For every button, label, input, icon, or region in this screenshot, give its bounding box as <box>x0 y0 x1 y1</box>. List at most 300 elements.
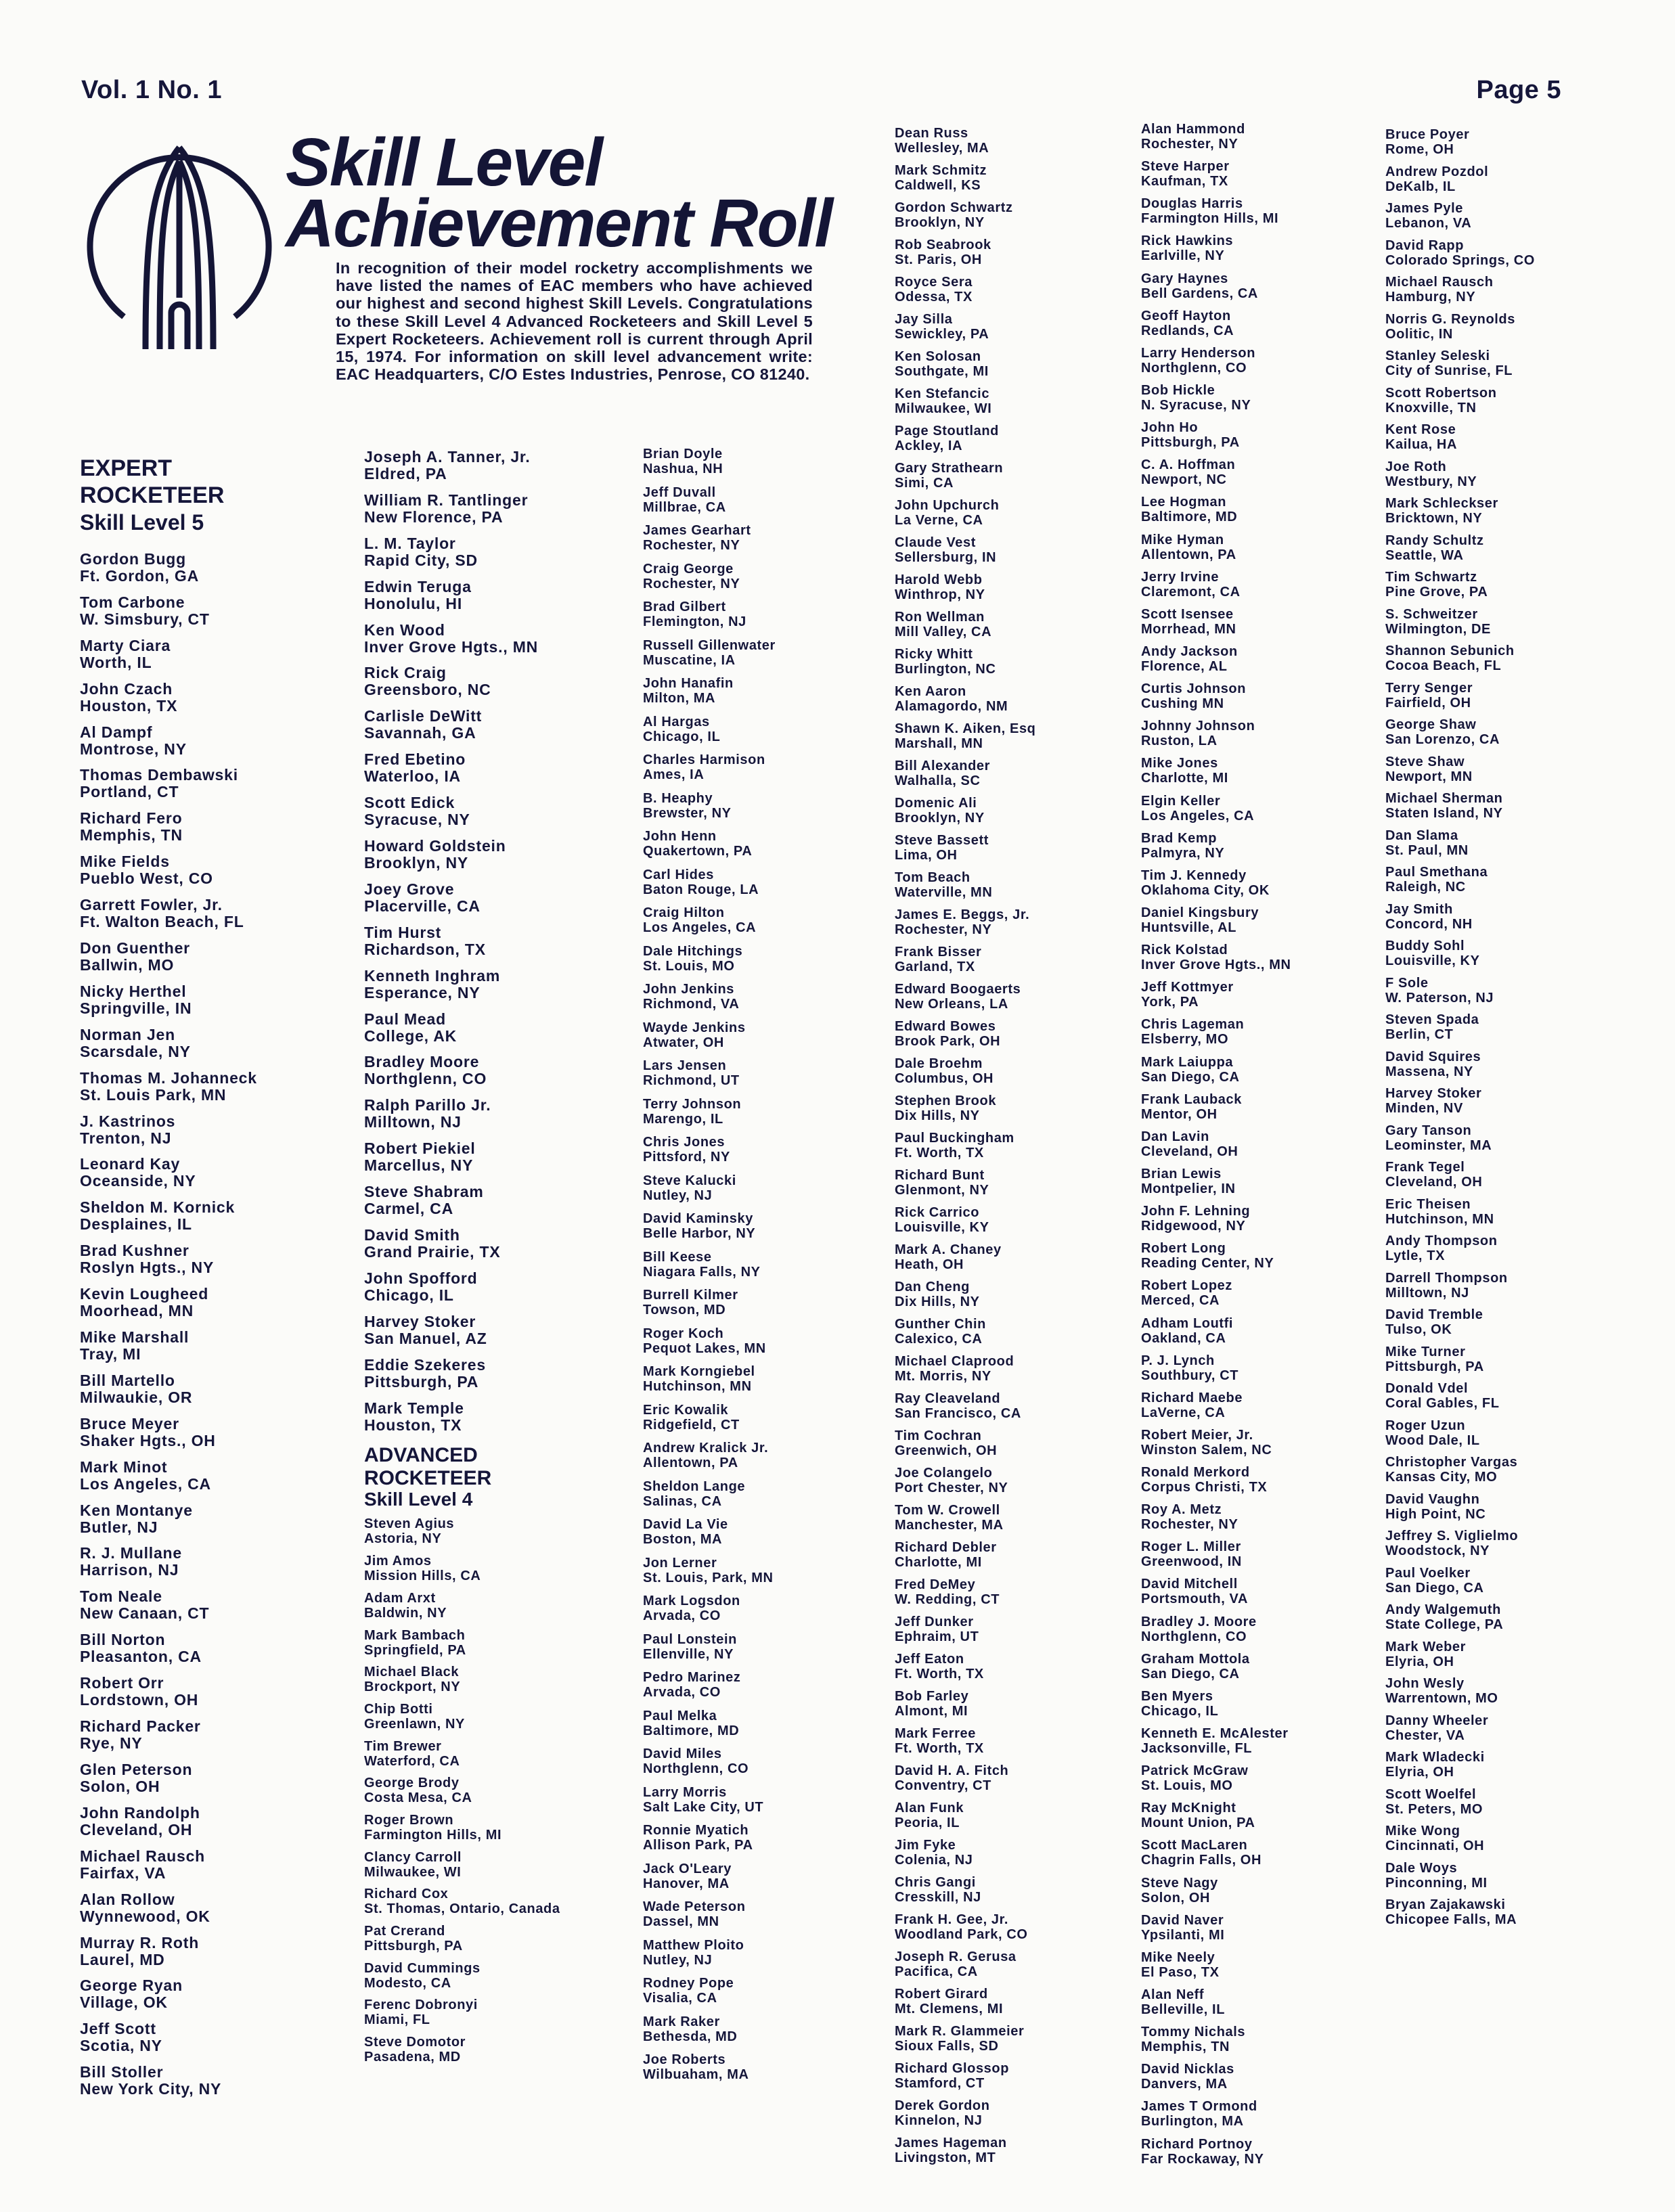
member-location: Greensboro, NC <box>364 681 491 699</box>
member-entry <box>364 492 635 535</box>
member-entry <box>364 1591 635 1628</box>
member-entry <box>643 1976 907 2014</box>
member-location: Port Chester, NY <box>895 1481 1008 1495</box>
member-name: Bill Keese <box>643 1249 712 1265</box>
member-location: Calexico, CA <box>895 1332 983 1347</box>
member-entry <box>643 1097 907 1135</box>
member-entry <box>895 647 1138 684</box>
member-name: Joe Roberts <box>643 2052 726 2067</box>
member-location: Placerville, CA <box>364 897 481 915</box>
member-location: Trenton, NJ <box>80 1129 172 1147</box>
member-name: Andy Thompson <box>1385 1234 1498 1248</box>
member-entry <box>80 810 351 853</box>
member-entry <box>895 1540 1138 1577</box>
advanced-heading-line-2: ROCKETEER <box>364 1467 492 1490</box>
member-entry <box>1385 1750 1643 1787</box>
member-location: Arvada, CO <box>643 1608 721 1623</box>
member-location: Baltimore, MD <box>643 1723 740 1738</box>
member-name: Ricky Whitt <box>895 647 973 662</box>
member-name: Bradley Moore <box>364 1053 480 1071</box>
member-entry <box>895 759 1138 796</box>
member-location: Bricktown, NY <box>1385 511 1483 526</box>
member-entry <box>643 562 907 600</box>
member-name: Al Dampf <box>80 723 153 741</box>
title-line-2: Achievement Roll <box>286 185 832 261</box>
member-name: Joe Colangelo <box>895 1466 993 1481</box>
member-entry <box>364 1776 635 1813</box>
member-entry <box>895 796 1138 833</box>
member-entry <box>1141 1204 1371 1241</box>
member-location: Allison Park, PA <box>643 1838 753 1853</box>
member-entry <box>1385 902 1643 939</box>
member-name: Page Stoutland <box>895 424 999 438</box>
member-location: Burlington, NC <box>895 662 996 677</box>
member-location: Modesto, CA <box>364 1975 451 1991</box>
member-name: Ferenc Dobronyi <box>364 1997 478 2013</box>
member-entry <box>364 1227 635 1270</box>
member-location: Ft. Worth, TX <box>895 1667 984 1681</box>
member-name: Charles Harmison <box>643 752 765 767</box>
member-entry <box>80 1935 351 1978</box>
member-location: Pittsburgh, PA <box>364 1939 463 1954</box>
member-location: Northglenn, CO <box>643 1761 749 1776</box>
member-entry <box>364 449 635 492</box>
member-location: Pittsburgh, PA <box>1385 1359 1484 1374</box>
member-name: F Sole <box>1385 975 1429 991</box>
member-location: New Canaan, CT <box>80 1604 210 1623</box>
member-location: Burlington, MA <box>1141 2114 1244 2129</box>
member-name: Michael Claprood <box>895 1354 1014 1369</box>
member-location: Salinas, CA <box>643 1493 722 1509</box>
member-name: Adam Arxt <box>364 1590 436 1606</box>
member-entry <box>1141 457 1371 495</box>
member-location: Bethesda, MD <box>643 2029 738 2044</box>
member-location: Mill Valley, CA <box>895 625 992 639</box>
member-name: Dan Lavin <box>1141 1129 1209 1144</box>
member-name: Adham Loutfi <box>1141 1315 1234 1331</box>
member-name: Jeff Kottmyer <box>1141 980 1234 995</box>
member-location: Florence, AL <box>1141 658 1228 674</box>
member-entry <box>364 622 635 665</box>
member-location: Corpus Christi, TX <box>1141 1480 1268 1495</box>
page-title <box>286 125 868 261</box>
member-location: Baldwin, NY <box>364 1605 447 1621</box>
member-entry <box>1385 127 1643 164</box>
member-location: Staten Island, NY <box>1385 806 1503 821</box>
member-entry <box>895 1763 1138 1801</box>
member-name: Scott MacLaren <box>1141 1838 1248 1853</box>
member-entry <box>1385 275 1643 312</box>
member-name: Stephen Brook <box>895 1093 997 1108</box>
member-location: Rome, OH <box>1385 142 1454 157</box>
member-entry <box>895 610 1138 647</box>
member-location: Pleasanton, CA <box>80 1648 202 1666</box>
member-location: Nashua, NH <box>643 461 723 476</box>
member-entry <box>643 1632 907 1671</box>
member-location: Warrentown, MO <box>1385 1691 1498 1706</box>
member-location: Richardson, TX <box>364 940 486 958</box>
member-name: Bruce Poyer <box>1385 127 1470 142</box>
member-name: David Rapp <box>1385 238 1465 253</box>
member-location: Columbus, OH <box>895 1071 994 1086</box>
member-location: Carmel, CA <box>364 1200 453 1218</box>
member-entry <box>895 349 1138 386</box>
member-entry <box>895 870 1138 907</box>
member-entry <box>364 1054 635 1097</box>
member-name: Donald Vdel <box>1385 1381 1469 1396</box>
advanced-column-1 <box>643 447 907 2091</box>
member-location: Sioux Falls, SD <box>895 2039 999 2054</box>
member-name: Chris Lageman <box>1141 1017 1245 1033</box>
member-location: Odessa, TX <box>895 290 973 304</box>
member-entry <box>1141 1278 1371 1315</box>
member-entry <box>1385 1160 1643 1197</box>
member-location: Scotia, NY <box>80 2037 162 2055</box>
member-location: Kailua, HA <box>1385 437 1458 452</box>
member-entry <box>1385 1086 1643 1123</box>
member-entry <box>80 1761 351 1805</box>
member-name: Paul Buckingham <box>895 1131 1014 1146</box>
member-entry <box>895 721 1138 759</box>
member-name: Andy Walgemuth <box>1385 1602 1501 1617</box>
member-name: Ken Stefancic <box>895 386 990 401</box>
member-location: San Diego, CA <box>1385 1580 1484 1596</box>
member-entry <box>643 2014 907 2053</box>
member-name: Mark Bambach <box>364 1627 466 1643</box>
member-name: Garrett Fowler, Jr. <box>80 896 223 914</box>
member-entry <box>80 1502 351 1545</box>
member-name: Douglas Harris <box>1141 196 1243 212</box>
member-entry <box>1141 196 1371 233</box>
member-entry <box>1141 794 1371 831</box>
member-entry <box>1385 1602 1643 1640</box>
member-location: W. Paterson, NJ <box>1385 990 1494 1006</box>
member-location: Nutley, NJ <box>643 1188 713 1203</box>
advanced-column-3 <box>1141 122 1371 2174</box>
member-entry <box>80 1588 351 1631</box>
member-entry <box>1141 533 1371 570</box>
member-name: Dale Hitchings <box>643 943 743 959</box>
member-location: Kaufman, TX <box>1141 174 1228 189</box>
member-name: Bradley J. Moore <box>1141 1614 1257 1629</box>
member-entry <box>364 1140 635 1183</box>
member-name: Eric Theisen <box>1385 1196 1471 1212</box>
member-entry <box>80 1675 351 1718</box>
member-location: Fairfield, OH <box>1385 695 1471 710</box>
member-name: Don Guenther <box>80 939 190 957</box>
member-location: Merced, CA <box>1141 1293 1220 1309</box>
member-location: Memphis, TN <box>80 826 183 844</box>
member-location: Savannah, GA <box>364 724 476 742</box>
expert-column <box>80 455 351 2107</box>
member-name: Russell Gillenwater <box>643 637 776 653</box>
member-name: Joe Roth <box>1385 459 1447 474</box>
member-entry <box>895 1428 1138 1466</box>
member-name: Wade Peterson <box>643 1899 746 1914</box>
member-name: Danny Wheeler <box>1385 1713 1489 1728</box>
member-name: Brad Kemp <box>1141 830 1218 846</box>
member-location: Greenwich, OH <box>895 1443 998 1458</box>
member-name: Dale Woys <box>1385 1860 1458 1876</box>
member-location: Grand Prairie, TX <box>364 1243 501 1261</box>
member-name: David Squires <box>1385 1049 1481 1064</box>
member-name: Tim Brewer <box>364 1738 442 1754</box>
member-name: Dan Slama <box>1385 828 1458 843</box>
member-name: Alan Rollow <box>80 1890 175 1908</box>
member-name: Craig Hilton <box>643 905 725 920</box>
member-name: Jeff Scott <box>80 2020 156 2038</box>
member-entry <box>1385 422 1643 459</box>
member-entry <box>1141 1017 1371 1054</box>
member-name: Scott Isensee <box>1141 606 1234 622</box>
member-name: Al Hargas <box>643 714 710 729</box>
member-entry <box>1141 905 1371 943</box>
member-location: Belle Harbor, NY <box>643 1226 756 1241</box>
member-location: Syracuse, NY <box>364 811 470 829</box>
member-location: Millbrae, CA <box>643 499 726 515</box>
member-name: Mike Neely <box>1141 1949 1215 1965</box>
member-entry <box>1385 1713 1643 1751</box>
member-name: Carl Hides <box>643 867 714 882</box>
member-name: Christopher Vargas <box>1385 1455 1518 1470</box>
member-entry <box>1385 533 1643 570</box>
member-name: Richard Portnoy <box>1141 2136 1253 2152</box>
member-entry <box>80 2021 351 2064</box>
member-entry <box>1141 1241 1371 1278</box>
member-entry <box>1141 1391 1371 1428</box>
member-entry <box>1385 1824 1643 1861</box>
member-location: Brewster, NY <box>643 805 732 821</box>
member-entry <box>1385 1455 1643 1492</box>
member-name: Royce Sera <box>895 275 973 290</box>
member-location: Bell Gardens, CA <box>1141 286 1258 301</box>
member-entry <box>1385 1197 1643 1234</box>
member-name: William R. Tantlinger <box>364 491 529 509</box>
member-entry <box>643 829 907 867</box>
member-name: Fred Ebetino <box>364 750 466 769</box>
member-entry <box>895 2061 1138 2098</box>
member-location: Boston, MA <box>643 1532 723 1547</box>
member-location: Garland, TX <box>895 960 975 974</box>
member-name: George Shaw <box>1385 717 1477 732</box>
member-entry <box>643 676 907 715</box>
member-name: Graham Mottola <box>1141 1651 1250 1667</box>
member-name: Paul Smethana <box>1385 865 1488 880</box>
member-location: Wood Dale, IL <box>1385 1432 1480 1448</box>
member-entry <box>1385 717 1643 754</box>
member-entry <box>643 2052 907 2091</box>
member-location: Ackley, IA <box>895 438 963 453</box>
member-entry <box>643 1020 907 1059</box>
member-name: Terry Senger <box>1385 680 1473 696</box>
member-location: Raleigh, NC <box>1385 880 1466 895</box>
member-entry <box>895 163 1138 200</box>
member-name: Jay Smith <box>1385 901 1453 917</box>
member-entry <box>1385 681 1643 718</box>
member-location: Atwater, OH <box>643 1035 724 1050</box>
member-entry <box>364 1313 635 1357</box>
member-name: Larry Morris <box>643 1784 727 1800</box>
member-entry <box>643 1594 907 1632</box>
member-location: Conventry, CT <box>895 1778 991 1793</box>
member-name: Thomas M. Johanneck <box>80 1068 257 1087</box>
member-location: Honolulu, HI <box>364 594 463 612</box>
member-entry <box>80 1199 351 1242</box>
expert-heading-line-2: ROCKETEER <box>80 482 225 508</box>
member-entry <box>1385 238 1643 275</box>
member-entry <box>1385 201 1643 238</box>
member-entry <box>80 897 351 940</box>
advanced-column-4 <box>1385 127 1643 1935</box>
member-name: Steve Bassett <box>895 833 989 848</box>
member-name: George Ryan <box>80 1977 183 1995</box>
member-entry <box>80 1459 351 1502</box>
member-location: Niagara Falls, NY <box>643 1264 761 1280</box>
member-location: Almont, MI <box>895 1704 968 1719</box>
member-location: W. Redding, CT <box>895 1592 1000 1607</box>
member-name: Daniel Kingsbury <box>1141 905 1259 920</box>
member-entry <box>895 1466 1138 1503</box>
member-name: David Vaughn <box>1385 1491 1480 1507</box>
member-location: Baton Rouge, LA <box>643 882 759 897</box>
member-location: Shaker Hgts., OH <box>80 1431 216 1449</box>
member-location: Colorado Springs, CO <box>1385 252 1535 268</box>
member-name: Glen Peterson <box>80 1760 193 1778</box>
member-entry <box>1385 1640 1643 1677</box>
member-location: Elsberry, MO <box>1141 1032 1229 1047</box>
member-entry <box>1141 1353 1371 1391</box>
member-name: Geoff Hayton <box>1141 308 1231 323</box>
member-entry <box>80 681 351 724</box>
member-location: Reading Center, NY <box>1141 1256 1274 1271</box>
member-location: W. Simsbury, CT <box>80 610 210 628</box>
member-name: Michael Rausch <box>1385 275 1494 290</box>
member-name: David Miles <box>643 1746 722 1761</box>
member-entry <box>895 200 1138 238</box>
member-location: Muscatine, IA <box>643 652 736 668</box>
member-entry <box>364 924 635 968</box>
member-name: Paul Lonstein <box>643 1631 737 1647</box>
member-location: College, AK <box>364 1026 457 1045</box>
member-entry <box>895 1726 1138 1763</box>
member-entry <box>80 767 351 810</box>
member-name: Sheldon M. Kornick <box>80 1198 236 1217</box>
member-name: Steven Agius <box>364 1516 455 1532</box>
member-location: Ellenville, NY <box>643 1646 734 1662</box>
member-entry <box>1385 1381 1643 1418</box>
member-entry <box>1141 1502 1371 1539</box>
member-entry <box>364 1011 635 1054</box>
member-location: Dix Hills, NY <box>895 1294 980 1309</box>
member-entry <box>364 1739 635 1776</box>
page-number: Page 5 <box>1476 76 1561 104</box>
member-name: S. Schweitzer <box>1385 606 1478 622</box>
member-name: David La Vie <box>643 1517 728 1532</box>
member-entry <box>1141 233 1371 271</box>
member-entry <box>895 1131 1138 1168</box>
member-location: Woodstock, NY <box>1385 1543 1490 1558</box>
member-name: Andy Jackson <box>1141 644 1238 659</box>
member-entry <box>643 1823 907 1861</box>
member-location: Brooklyn, NY <box>895 811 985 826</box>
member-name: Ben Myers <box>1141 1688 1213 1704</box>
member-name: Shannon Sebunich <box>1385 644 1515 658</box>
member-entry <box>364 1628 635 1665</box>
member-location: Oolitic, IN <box>1385 326 1453 342</box>
member-entry <box>1141 1801 1371 1838</box>
volume-number: Vol. 1 No. 1 <box>81 76 223 104</box>
member-location: Milwaukie, OR <box>80 1388 193 1406</box>
member-location: Alamagordo, NM <box>895 699 1008 714</box>
member-name: Scott Robertson <box>1385 385 1497 401</box>
member-location: Louisville, KY <box>1385 953 1480 968</box>
member-entry <box>1385 312 1643 349</box>
member-location: Waterville, MN <box>895 885 993 900</box>
member-entry <box>364 1097 635 1140</box>
member-entry <box>895 1242 1138 1280</box>
member-entry <box>364 1997 635 2035</box>
member-name: Johnny Johnson <box>1141 719 1255 734</box>
member-entry <box>643 1709 907 1747</box>
member-entry <box>895 833 1138 870</box>
member-entry <box>80 1718 351 1761</box>
member-name: Bill Norton <box>80 1631 166 1649</box>
member-location: Ballwin, MO <box>80 956 175 974</box>
member-location: Miami, FL <box>364 2012 430 2028</box>
member-location: Lytle, TX <box>1385 1248 1446 1263</box>
member-location: Ft. Gordon, GA <box>80 567 200 585</box>
member-location: Montpelier, IN <box>1141 1181 1236 1196</box>
member-entry <box>1141 644 1371 681</box>
member-entry <box>895 684 1138 721</box>
member-location: Butler, NJ <box>80 1518 158 1536</box>
member-entry <box>895 2136 1138 2173</box>
intro-paragraph: In recognition of their model rocketry accomplishments we have listed the names of EAC members who have achieved our highest and second highest Skill Levels. Congratulations to these Skill Level 4 Advanced Rocketeers and Skill Level 5 Expert Rocketeers. Achievement roll is current through April 15, 1974. For information on skill level advancement write: EAC Headquarters, C/O Estes Industries, Penrose, CO 81240. <box>336 259 813 384</box>
advanced-heading-line-1: ADVANCED <box>364 1444 478 1467</box>
member-name: David Mitchell <box>1141 1577 1238 1592</box>
member-entry <box>895 1391 1138 1428</box>
member-name: John F. Lehning <box>1141 1204 1251 1219</box>
member-name: David Cummings <box>364 1960 481 1976</box>
member-name: Bruce Meyer <box>80 1414 179 1432</box>
member-entry <box>364 838 635 881</box>
member-name: R. J. Mullane <box>80 1544 182 1562</box>
member-location: Los Angeles, CA <box>643 920 757 935</box>
member-entry <box>895 1949 1138 1987</box>
member-entry <box>1141 1838 1371 1875</box>
member-name: Bryan Zajakawski <box>1385 1897 1506 1912</box>
member-name: Frank H. Gee, Jr. <box>895 1912 1009 1927</box>
member-location: Massena, NY <box>1385 1064 1473 1079</box>
member-entry <box>895 1801 1138 1838</box>
member-location: Marshall, MN <box>895 736 983 751</box>
member-name: Dan Cheng <box>895 1280 970 1294</box>
member-name: Ray Cleaveland <box>895 1391 1001 1406</box>
member-location: Cleveland, OH <box>80 1820 193 1838</box>
member-name: Gary Tanson <box>1385 1123 1472 1138</box>
member-name: David Naver <box>1141 1912 1224 1928</box>
member-entry <box>1141 1316 1371 1353</box>
member-entry <box>1141 1055 1371 1092</box>
member-location: Salt Lake City, UT <box>643 1799 764 1815</box>
member-name: Bob Farley <box>895 1689 969 1704</box>
member-name: Mark Wladecki <box>1385 1750 1485 1765</box>
member-entry <box>1141 756 1371 793</box>
member-name: Edward Boogaerts <box>895 982 1021 997</box>
member-location: Pueblo West, CO <box>80 870 213 888</box>
member-name: Sheldon Lange <box>643 1479 746 1494</box>
member-name: Michael Black <box>364 1665 460 1680</box>
